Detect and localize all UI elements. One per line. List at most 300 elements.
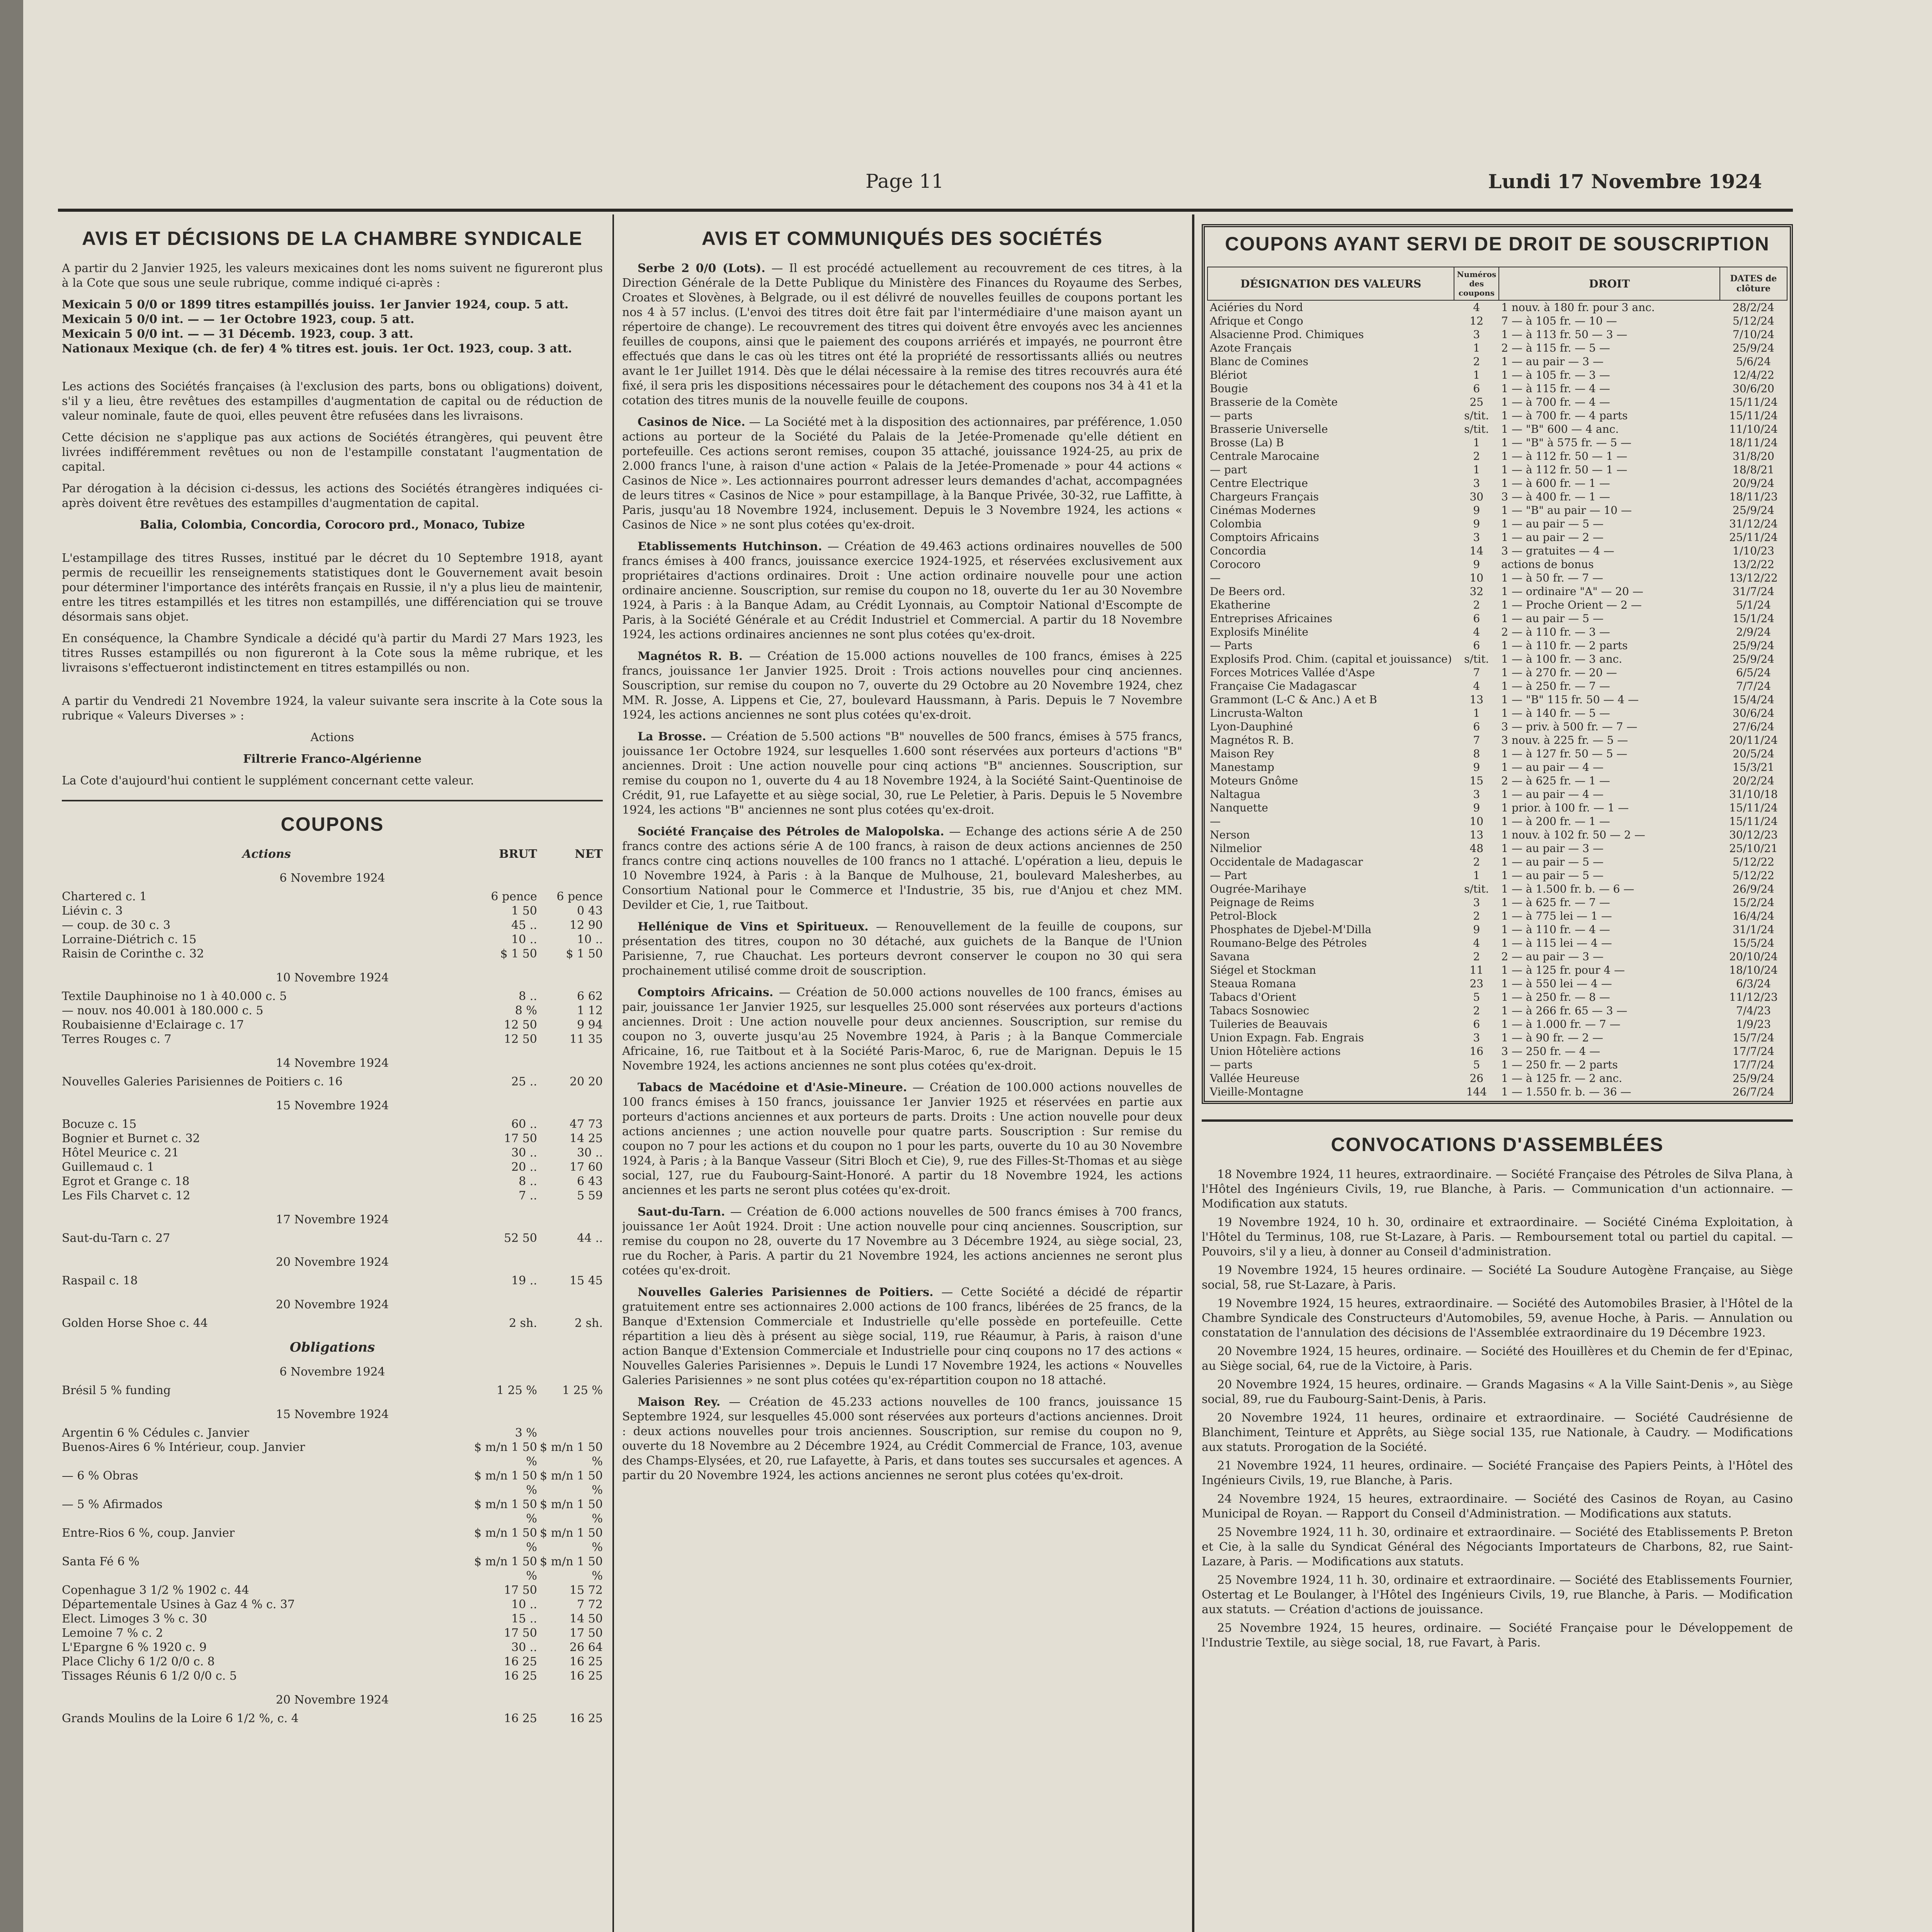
sous-numero: 3 [1473, 1031, 1480, 1044]
coupon-name: Terres Rouges c. 7 [62, 1032, 172, 1046]
sous-designation: Nerson [1210, 828, 1250, 841]
coupon-row [62, 1146, 603, 1160]
souscription-row [1208, 1085, 1787, 1099]
souscription-row [1208, 476, 1787, 490]
societe-item [622, 1285, 1182, 1388]
sous-droit: 1 — 1.550 fr. b. — 36 — [1501, 1085, 1631, 1098]
sous-date: 15/11/24 [1729, 801, 1778, 814]
sous-numero: s/tit. [1464, 409, 1489, 422]
sous-droit: 2 — à 625 fr. — 1 — [1501, 774, 1610, 787]
coupon-net: 17 50 [570, 1626, 603, 1640]
societe-head: Casinos de Nice. [638, 415, 745, 429]
souscription-row [1208, 815, 1787, 828]
souscription-row [1208, 923, 1787, 936]
sous-droit: 1 — au pair — 4 — [1501, 761, 1604, 774]
sous-date: 5/12/22 [1733, 869, 1774, 882]
sous-designation: Azote Français [1210, 342, 1292, 354]
souscription-row [1208, 909, 1787, 923]
coupon-row [62, 918, 603, 932]
sous-droit: 1 — à 1.000 fr. — 7 — [1501, 1018, 1621, 1031]
coupon-brut: $ m/n 1 50 % [474, 1555, 537, 1583]
coupon-brut: $ m/n 1 50 % [474, 1526, 537, 1554]
souscription-row [1208, 733, 1787, 747]
sous-designation: Petrol-Block [1210, 910, 1277, 922]
souscription-row [1208, 990, 1787, 1004]
sous-numero: 6 [1473, 1018, 1480, 1031]
coupon-net: 7 72 [577, 1598, 603, 1611]
sous-numero: 9 [1473, 517, 1480, 530]
coupon-net: 14 50 [570, 1612, 603, 1626]
sous-droit: 1 — à 250 fr. — 8 — [1501, 991, 1610, 1003]
coupon-name: Grands Moulins de la Loire 6 1/2 %, c. 4 [62, 1712, 299, 1725]
sous-numero: 32 [1469, 585, 1484, 598]
coupon-brut: 30 .. [511, 1146, 537, 1160]
sous-numero: 4 [1473, 680, 1480, 692]
sous-numero: 13 [1469, 828, 1484, 841]
sous-droit: 1 — "B" à 575 fr. — 5 — [1501, 436, 1632, 449]
coupon-net: 0 43 [577, 904, 603, 918]
societes-list [622, 261, 1182, 1483]
sous-designation: Comptoirs Africains [1210, 531, 1319, 544]
coupon-brut: 20 .. [511, 1160, 537, 1174]
souscription-row [1208, 977, 1787, 990]
sous-designation: De Beers ord. [1210, 585, 1286, 598]
souscription-row [1208, 747, 1787, 760]
sous-numero: s/tit. [1464, 653, 1489, 665]
sous-droit: 1 — "B" au pair — 10 — [1501, 504, 1632, 517]
coupon-row [62, 1440, 603, 1469]
souscription-row [1208, 395, 1787, 409]
sous-designation: — parts [1210, 409, 1253, 422]
coupons-rule [62, 800, 603, 801]
coupon-name: Elect. Limoges 3 % c. 30 [62, 1612, 207, 1626]
sous-droit: 1 — au pair — 2 — [1501, 531, 1604, 544]
sous-numero: 15 [1469, 774, 1484, 787]
sous-droit: 1 — à 112 fr. 50 — 1 — [1501, 463, 1628, 476]
sous-designation: Entreprises Africaines [1210, 612, 1332, 625]
coupon-net: $ m/n 1 50 % [540, 1469, 603, 1497]
coupons-title: COUPONS [281, 813, 384, 835]
societe-head: Société Française des Pétroles de Malopolska. [638, 825, 944, 838]
coupon-date: 20 Novembre 1924 [276, 1298, 389, 1311]
souscription-row [1208, 666, 1787, 679]
coupon-brut: $ 1 50 [500, 947, 537, 961]
coupon-brut: 16 25 [504, 1712, 537, 1725]
societe-item [622, 539, 1182, 642]
sous-designation: Peignage de Reims [1210, 896, 1315, 909]
avis-line: Mexicain 5 0/0 int. — — 1er Octobre 1923, coup. 5 att. [62, 313, 415, 326]
souscription-row [1208, 760, 1787, 774]
sous-date: 11/10/24 [1729, 423, 1778, 435]
coupon-date: 14 Novembre 1924 [276, 1056, 389, 1070]
avis-p1: A partir du 2 Janvier 1925, les valeurs mexicaines dont les noms suivent ne figureront plus à la Cote que sous une seule rubrique, comme indiqué ci-après : [62, 262, 603, 290]
coupon-brut: 7 .. [519, 1189, 537, 1202]
sous-numero: 30 [1469, 490, 1484, 503]
sous-droit: 1 — à 125 fr. pour 4 — [1501, 964, 1625, 976]
coupon-net: 1 25 % [562, 1384, 603, 1397]
coupon-brut: 30 .. [511, 1641, 537, 1654]
sous-date: 5/12/22 [1733, 855, 1774, 868]
page-date: Lundi 17 Novembre 1924 [1488, 170, 1762, 193]
coupon-net: 20 20 [570, 1075, 603, 1088]
souscription-row [1208, 896, 1787, 909]
sous-droit: 1 — "B" 600 — 4 anc. [1501, 423, 1619, 435]
souscription-row [1208, 422, 1787, 436]
societe-text: — Création de 100.000 actions nouvelles de 100 francs émises à 150 francs, jouissance 1er Janvier 1925 et réservées en partie aux porteurs d'actions anciennes et aux porteurs de parts. Droits : Une action nouvelle pour deux actions anciennes ; une action nouvelle pour quatre parts. Souscription : Sur remise du coupon no 7 pour les actions et du coupon no 1 pour les parts, ouverte du 10 au 30 Novembre 1924, à Paris ; à la Banque Vasseur (Sitri Bloch et Cie), 9, rue des Filles-St-Thomas et au siège social, 127, rue du Faubourg-Saint-Honoré. A partir du 18 Novembre 1924, les actions anciennes et les parts ne seront plus cotées qu'ex-droit. [622, 1081, 1182, 1197]
sous-date: 15/2/24 [1733, 896, 1774, 909]
sous-droit: 1 — 250 fr. — 2 parts [1501, 1058, 1618, 1071]
coupon-brut: 1 25 % [497, 1384, 537, 1397]
coupon-brut: 8 .. [519, 1175, 537, 1188]
souscription-row [1208, 1071, 1787, 1085]
coupons-obligations-title: Obligations [289, 1340, 375, 1355]
societe-text: — Cette Société a décidé de répartir gratuitement entre ses actionnaires 2.000 actions de 100 francs, libérées de 25 francs, de la Banque d'Extension Commerciale et Industrielle qu'elle possède en portefeuille. Cette répartition a lieu dès à présent au siège social, 119, rue Réaumur, à Paris, à raison d'une action Banque d'Extension Commerciale et Industrielle pour cinq coupons no 17 des actions « Nouvelles Galeries Parisiennes ». Depuis le Lundi 17 Novembre 1924, les actions « Nouvelles Galeries Parisiennes » ne sont plus cotées qu'ex-répartition coupon no 18 attaché. [622, 1286, 1182, 1387]
sous-droit: 1 — à 90 fr. — 2 — [1501, 1031, 1604, 1044]
sous-numero: 3 [1473, 531, 1480, 544]
sous-droit: 3 — 250 fr. — 4 — [1501, 1045, 1600, 1058]
sous-designation: Union Expagn. Fab. Engrais [1210, 1031, 1364, 1044]
th-dates: DATES de clôture [1720, 267, 1787, 300]
coupon-row [62, 1160, 603, 1174]
coupon-net: 10 .. [577, 933, 603, 946]
coupon-brut: 8 .. [519, 990, 537, 1003]
sous-droit: 1 — à 600 fr. — 1 — [1501, 477, 1610, 490]
sous-numero: 3 [1473, 788, 1480, 801]
sous-date: 20/9/24 [1733, 477, 1774, 490]
convocation-item: 18 Novembre 1924, 11 heures, extraordinaire. — Société Française des Pétroles de Silva Plana, à l'Hôtel des Ingénieurs Civils, 19, rue Blanche, à Paris. — Communication d'un actionnaire. — Modification aux statuts. [1202, 1168, 1793, 1211]
sous-date: 18/11/24 [1729, 436, 1778, 449]
sous-droit: 1 — à 100 fr. — 3 anc. [1501, 653, 1622, 665]
coupon-row [62, 1626, 603, 1640]
sous-designation: Lyon-Dauphiné [1210, 720, 1293, 733]
sous-droit: 1 — ordinaire "A" — 20 — [1501, 585, 1643, 598]
sous-numero: 2 [1473, 950, 1480, 963]
sous-droit: 1 — "B" 115 fr. 50 — 4 — [1501, 693, 1639, 706]
sous-date: 5/12/24 [1733, 315, 1774, 327]
sous-date: 25/9/24 [1733, 653, 1774, 665]
societe-head: Comptoirs Africains. [638, 986, 774, 999]
convocation-item: 25 Novembre 1924, 11 h. 30, ordinaire et extraordinaire. — Société des Etablissements Fournier, Ostertag et Le Boulanger, à l'Hôtel des Ingénieurs Civils, 19, rue Blanche, à Paris. — Modification aux statuts. — Création d'actions de jouissance. [1202, 1573, 1793, 1616]
sous-designation: Bougie [1210, 382, 1248, 395]
sous-date: 18/11/23 [1729, 490, 1778, 503]
sous-numero: 9 [1473, 761, 1480, 774]
sous-date: 25/11/24 [1729, 531, 1778, 544]
sous-numero: 1 [1473, 707, 1480, 719]
coupon-brut: $ m/n 1 50 % [474, 1469, 537, 1497]
societe-item [622, 985, 1182, 1073]
societe-head: Etablissements Hutchinson. [638, 540, 822, 553]
souscription-row [1208, 585, 1787, 598]
coupon-name: Copenhague 3 1/2 % 1902 c. 44 [62, 1583, 249, 1597]
sous-droit: 1 — au pair — 4 — [1501, 788, 1604, 801]
coupon-name: Les Fils Charvet c. 12 [62, 1189, 190, 1202]
coupon-net: 30 .. [577, 1146, 603, 1160]
sous-numero: 10 [1469, 571, 1484, 584]
souscription-row [1208, 544, 1787, 558]
sous-numero: 3 [1473, 896, 1480, 909]
sous-designation: Savana [1210, 950, 1250, 963]
coupon-name: L'Epargne 6 % 1920 c. 9 [62, 1641, 207, 1654]
avis-p6: En conséquence, la Chambre Syndicale a décidé qu'à partir du Mardi 27 Mars 1923, les titres Russes estampillés ou non figureront à la Cote sous la même rubrique, et les livraisons s'effectueront indistinctement en titres estampillés ou non. [62, 632, 603, 675]
sous-numero: 5 [1473, 1058, 1480, 1071]
avis-line: Mexicain 5 0/0 int. — — 31 Décemb. 1923, coup. 3 att. [62, 327, 413, 341]
coupon-net: 16 25 [570, 1669, 603, 1683]
coupon-net: 11 35 [570, 1032, 603, 1046]
sous-numero: 4 [1473, 937, 1480, 949]
sous-droit: 1 — à 115 fr. — 4 — [1501, 382, 1610, 395]
coupon-net: 14 25 [570, 1132, 603, 1145]
sous-numero: s/tit. [1464, 423, 1489, 435]
coupon-brut: $ m/n 1 50 % [474, 1440, 537, 1468]
sous-designation: Brasserie de la Comète [1210, 396, 1338, 408]
souscription-row [1208, 1017, 1787, 1031]
coupon-brut: 16 25 [504, 1655, 537, 1668]
coupon-name: Entre-Rios 6 %, coup. Janvier [62, 1526, 235, 1540]
sous-designation: Steaua Romana [1210, 977, 1296, 990]
souscription-row [1208, 382, 1787, 395]
coupon-row [62, 947, 603, 961]
sous-droit: 1 nouv. à 180 fr. pour 3 anc. [1501, 301, 1655, 314]
societe-item [622, 730, 1182, 818]
convocations-list [1202, 1167, 1793, 1650]
coupon-brut: 12 50 [504, 1032, 537, 1046]
sous-date: 16/4/24 [1733, 910, 1774, 922]
societes-title: AVIS ET COMMUNIQUÉS DES SOCIÉTÉS [701, 228, 1103, 249]
coupon-net: 15 45 [570, 1274, 603, 1287]
societe-item [622, 1395, 1182, 1483]
coupon-name: — coup. de 30 c. 3 [62, 918, 171, 932]
sous-numero: 9 [1473, 504, 1480, 517]
sous-designation: — Part [1210, 869, 1247, 882]
sous-date: 26/7/24 [1733, 1085, 1774, 1098]
column-rule-1 [612, 214, 614, 1932]
coupon-row [62, 1669, 603, 1683]
sous-designation: Explosifs Prod. Chim. (capital et jouissance) [1210, 653, 1452, 665]
coupon-brut: 25 .. [511, 1075, 537, 1088]
societe-head: Magnétos R. B. [638, 650, 743, 663]
sous-date: 5/1/24 [1736, 599, 1771, 611]
societe-text: — Renouvellement de la feuille de coupons, sur présentation des titres, coupon no 30 détaché, aux guichets de la Banque de l'Union Parisienne, 7, rue Chauchat. Les porteurs devront conserver le coupon no 30 qui sera prochainement utilisé comme droit de souscription. [622, 920, 1182, 978]
convocation-item: 21 Novembre 1924, 11 heures, ordinaire. — Société Française des Papiers Peints, à l'Hôtel des Ingénieurs Civils, 19, rue Blanche, à Paris. [1202, 1459, 1793, 1487]
coupon-name: Lorraine-Diétrich c. 15 [62, 933, 197, 946]
sous-numero: 9 [1473, 801, 1480, 814]
convocation-item: 19 Novembre 1924, 10 h. 30, ordinaire et extraordinaire. — Société Cinéma Exploitation, à l'Hôtel du Terminus, 108, rue St-Lazare, à Paris. — Remboursement total ou partiel du capital. — Pouvoirs, s'il y a lieu, à donner au Conseil d'administration. [1202, 1216, 1793, 1259]
sous-date: 26/9/24 [1733, 883, 1774, 895]
sous-date: 7/4/23 [1736, 1004, 1771, 1017]
sous-numero: 5 [1473, 991, 1480, 1003]
sous-droit: 1 — à 110 fr. — 2 parts [1501, 639, 1628, 652]
sous-designation: — Parts [1210, 639, 1253, 652]
coupon-name: Raisin de Corinthe c. 32 [62, 947, 204, 961]
th-designation: DÉSIGNATION DES VALEURS [1208, 267, 1454, 300]
coupon-name: Roubaisienne d'Eclairage c. 17 [62, 1018, 244, 1032]
coupon-net: 12 90 [570, 918, 603, 932]
sous-date: 20/10/24 [1729, 950, 1778, 963]
convocation-item: 20 Novembre 1924, 11 heures, ordinaire et extraordinaire. — Société Caudrésienne de Blanchiment, Teinture et Apprêts, au Siège social 135, rue Nationale, à Caudry. — Modifications aux statuts. Prorogation de la Société. [1202, 1411, 1793, 1454]
sous-numero: 1 [1473, 869, 1480, 882]
sous-numero: 1 [1473, 369, 1480, 381]
sous-droit: 7 — à 105 fr. — 10 — [1501, 315, 1617, 327]
coupon-row [62, 932, 603, 947]
sous-droit: 1 — à 112 fr. 50 — 1 — [1501, 450, 1628, 463]
souscription-row [1208, 558, 1787, 571]
column-societes [622, 224, 1182, 1932]
sous-designation: Brosse (La) B [1210, 436, 1284, 449]
sous-droit: 2 — à 110 fr. — 3 — [1501, 626, 1610, 638]
societe-text: — Création de 15.000 actions nouvelles de 100 francs, émises à 225 francs, jouissance 1er Janvier 1925. Droit : Trois actions nouvelles pour cinq anciennes. Souscription, sur remise du coupon no 7, ouverte du 29 Octobre au 20 Novembre 1924, chez MM. R. Josse, A. Lippens et Cie, 27, boulevard Haussmann, à Paris. Depuis le 7 Novembre 1924, les actions anciennes ne sont plus cotées qu'ex-droit. [622, 650, 1182, 722]
sous-droit: 1 — à 125 fr. — 2 anc. [1501, 1072, 1622, 1085]
sous-numero: 9 [1473, 923, 1480, 936]
sous-date: 6/3/24 [1736, 977, 1771, 990]
souscription-row [1208, 693, 1787, 706]
societe-text: — Création de 5.500 actions "B" nouvelles de 500 francs, émises à 575 francs, jouissance 1er Octobre 1924, sur lesquelles 1.600 sont réservées aux porteurs d'actions "B" anciennes. Droit : Une action nouvelle pour cinq actions "B" anciennes. Souscription, sur remise du coupon no 1, ouverte du 4 au 18 Novembre 1924, à la Société Saint-Quentinoise de Crédit, 91, rue Lafayette et au siège social, 30, rue Le Peletier, à Paris. Depuis le 5 Novembre 1924, les actions "B" anciennes ne sont plus cotées qu'ex-droit. [622, 730, 1182, 817]
convocation-item: 25 Novembre 1924, 15 heures, ordinaire. — Société Française pour le Développement de l'Industrie Textile, au siège social, 18, rue Favart, à Paris. [1202, 1621, 1793, 1650]
coupon-name: — 6 % Obras [62, 1469, 138, 1483]
sous-date: 15/5/24 [1733, 937, 1774, 949]
convocation-item: 19 Novembre 1924, 15 heures ordinaire. — Société La Soudure Autogène Française, au Siège social, 58, rue St-Lazare, à Paris. [1202, 1264, 1793, 1292]
coupon-net: 2 sh. [575, 1316, 603, 1330]
souscription-row [1208, 571, 1787, 585]
sous-date: 25/9/24 [1733, 639, 1774, 652]
sous-date: 18/10/24 [1729, 964, 1778, 976]
sous-designation: Brasserie Universelle [1210, 423, 1328, 435]
coupon-brut: 6 pence [491, 890, 537, 903]
sous-date: 18/8/21 [1733, 463, 1774, 476]
avis-p8: La Cote d'aujourd'hui contient le supplément concernant cette valeur. [62, 774, 474, 787]
coupon-date: 6 Novembre 1924 [279, 871, 385, 885]
coupon-date: 10 Novembre 1924 [276, 971, 389, 985]
avis-mexicain-list [62, 298, 603, 356]
coupon-name: Chartered c. 1 [62, 890, 147, 903]
coupon-row [62, 904, 603, 918]
coupon-net: $ 1 50 [566, 947, 603, 961]
coupon-name: Place Clichy 6 1/2 0/0 c. 8 [62, 1655, 215, 1668]
sous-designation: Ekatherine [1210, 599, 1270, 611]
coupons-actions-list [62, 871, 603, 1330]
coupon-row [62, 1274, 603, 1288]
souscription-row [1208, 598, 1787, 612]
coupon-row [62, 1018, 603, 1032]
souscription-row [1208, 1044, 1787, 1058]
sous-designation: — parts [1210, 1058, 1253, 1071]
sous-designation: Manestamp [1210, 761, 1274, 774]
coupon-row [62, 1711, 603, 1726]
sous-numero: 9 [1473, 558, 1480, 571]
coupon-name: Argentin 6 % Cédules c. Janvier [62, 1426, 249, 1440]
avis-p4: Par dérogation à la décision ci-dessus, les actions des Sociétés étrangères indiquées ci-après doivent être revêtues des estampilles d'augmentation de capital. [62, 482, 603, 510]
sous-designation: Centre Electrique [1210, 477, 1308, 490]
sous-droit: 1 — à 1.500 fr. b. — 6 — [1501, 883, 1634, 895]
societe-text: — Il est procédé actuellement au recouvrement de ces titres, à la Direction Générale de la Dette Publique du Ministère des Finances du Royaume des Serbes, Croates et Slovènes, à Belgrade, ou il est délivré de nouvelles feuilles de coupons portant les nos 4 à 57 inclus. (L'envoi des titres doit être fait par l'intermédiaire d'une maison ayant un répertoire de change). Le recouvrement des titres qui doivent être envoyés avec les anciennes feuilles de coupons, ainsi que le paiement des coupons arriérés et impayés, ne pourront être effectués que dans le cas où les titres ont été la propriété de ressortissants alliés ou neutres avant le 1er Juillet 1914. Dès que le délai nécessaire à la remise des titres recouvrés aura été fixé, il sera pris les dispositions nécessaires pour le détachement des coupons nos 34 à 41 et la cotation des titres munis de la nouvelle feuille de coupons. [622, 262, 1182, 407]
coupon-brut: 3 % [515, 1426, 537, 1440]
sous-date: 25/9/24 [1733, 504, 1774, 517]
sous-numero: 2 [1473, 855, 1480, 868]
coupon-brut: $ m/n 1 50 % [474, 1498, 537, 1526]
souscription-row [1208, 652, 1787, 666]
souscription-row [1208, 963, 1787, 977]
coupon-name: Raspail c. 18 [62, 1274, 138, 1287]
sous-date: 25/9/24 [1733, 342, 1774, 354]
sous-designation: Corocoro [1210, 558, 1261, 571]
sous-droit: 1 — à 105 fr. — 3 — [1501, 369, 1610, 381]
avis-title: AVIS ET DÉCISIONS DE LA CHAMBRE SYNDICALE [82, 228, 583, 249]
coupon-row [62, 1174, 603, 1189]
societe-item [622, 1080, 1182, 1198]
sous-designation: — [1210, 815, 1221, 828]
coupon-row [62, 1231, 603, 1245]
coupon-name: Bognier et Burnet c. 32 [62, 1132, 200, 1145]
coupon-brut: 2 sh. [509, 1316, 537, 1330]
sous-date: 12/4/22 [1733, 369, 1774, 381]
sous-date: 28/2/24 [1733, 301, 1774, 314]
coupon-name: Liévin c. 3 [62, 904, 123, 918]
sous-designation: Phosphates de Djebel-M'Dilla [1210, 923, 1372, 936]
coupon-row [62, 1497, 603, 1526]
column-rule-2 [1192, 214, 1194, 1932]
sous-droit: 1 — à 200 fr. — 1 — [1501, 815, 1610, 828]
coupon-row [62, 989, 603, 1003]
coupon-net: 16 25 [570, 1712, 603, 1725]
souscription-row [1208, 774, 1787, 787]
sous-numero: 1 [1473, 436, 1480, 449]
sous-numero: 2 [1473, 1004, 1480, 1017]
societe-head: Nouvelles Galeries Parisiennes de Poitiers. [638, 1286, 934, 1299]
sous-date: 15/11/24 [1729, 396, 1778, 408]
sous-designation: Moteurs Gnôme [1210, 774, 1298, 787]
sous-designation: Aciéries du Nord [1210, 301, 1303, 314]
coupon-row [62, 1469, 603, 1497]
sous-droit: 1 — à 110 fr. — 4 — [1501, 923, 1610, 936]
sous-date: 7/7/24 [1736, 680, 1771, 692]
sous-designation: Explosifs Minélite [1210, 626, 1308, 638]
souscription-row [1208, 531, 1787, 544]
coupon-net: 15 72 [570, 1583, 603, 1597]
coupon-brut: 10 .. [511, 1598, 537, 1611]
sous-droit: 1 — à 250 fr. — 7 — [1501, 680, 1610, 692]
societe-head: Saut-du-Tarn. [638, 1205, 725, 1219]
sous-numero: 4 [1473, 301, 1480, 314]
coupon-row [62, 1640, 603, 1655]
coupon-brut: 17 50 [504, 1132, 537, 1145]
coupon-row [62, 1383, 603, 1398]
souscription-row [1208, 801, 1787, 815]
coupon-row [62, 1597, 603, 1612]
coupons-head: Actions BRUT NET [242, 847, 603, 861]
souscription-row [1208, 341, 1787, 355]
sous-droit: 1 — à 266 fr. 65 — 3 — [1501, 1004, 1628, 1017]
sous-droit: 1 prior. à 100 fr. — 1 — [1501, 801, 1629, 814]
souscription-row [1208, 842, 1787, 855]
sous-date: 30/12/23 [1729, 828, 1778, 841]
avis-p7: A partir du Vendredi 21 Novembre 1924, la valeur suivante sera inscrite à la Cote sous la rubrique « Valeurs Diverses » : [62, 694, 603, 723]
coupon-brut: 17 50 [504, 1626, 537, 1640]
sous-date: 15/7/24 [1733, 1031, 1774, 1044]
sous-droit: 1 — à 270 fr. — 20 — [1501, 666, 1617, 679]
sous-date: 15/4/24 [1733, 693, 1774, 706]
sous-date: 7/10/24 [1733, 328, 1774, 341]
sous-numero: 14 [1469, 544, 1484, 557]
sous-numero: 25 [1469, 396, 1484, 408]
societe-item [622, 261, 1182, 408]
sous-droit: 3 nouv. à 225 fr. — 5 — [1501, 734, 1628, 747]
column-avis [62, 224, 603, 1932]
coupon-name: Départementale Usines à Gaz 4 % c. 37 [62, 1598, 295, 1611]
sous-designation: Ougrée-Marihaye [1210, 883, 1306, 895]
societe-item [622, 415, 1182, 532]
convocation-item: 25 Novembre 1924, 11 h. 30, ordinaire et extraordinaire. — Société des Etablissements P. Breton et Cie, à la salle du Syndicat Général des Négociants Importateurs de Charbons, 82, rue Saint-Lazare, à Paris. — Modifications aux statuts. [1202, 1526, 1793, 1568]
sous-date: 17/7/24 [1733, 1045, 1774, 1058]
sous-numero: 1 [1473, 342, 1480, 354]
